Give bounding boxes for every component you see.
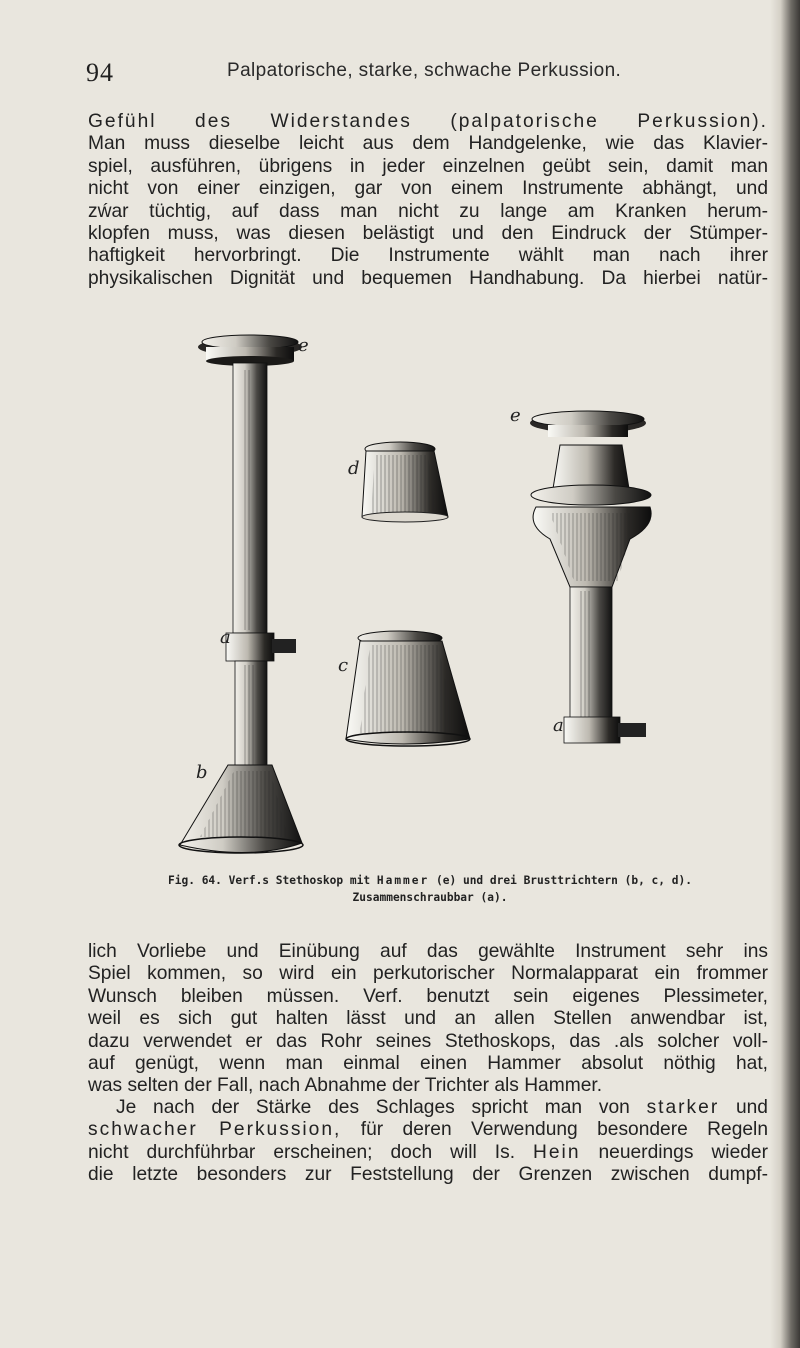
label-b: b bbox=[196, 762, 208, 783]
screw-joint-a bbox=[226, 633, 274, 661]
label-a-left: a bbox=[220, 627, 231, 648]
text-line: lich Vorliebe und Einübung auf das gewählte Instrument sehr ins bbox=[88, 941, 768, 962]
text-line: was selten der Fall, nach Abnahme der Trichter als Hammer. bbox=[88, 1075, 603, 1097]
text-line: physikalischen Dignität und bequemen Handhabung. Da hierbei natür- bbox=[88, 267, 768, 289]
text-line: Wunsch bleiben müssen. Verf. benutzt sein eigenes Plessimeter, bbox=[88, 985, 768, 1007]
text-run: und bbox=[735, 1097, 768, 1118]
text-line: haftigkeit hervorbringt. Die Instrumente wählt man nach ihrer bbox=[88, 245, 768, 267]
text-line: Spiel kommen, so wird ein perkutorischer Normalapparat ein frommer bbox=[88, 963, 768, 985]
paragraph-3 bbox=[88, 1097, 768, 1187]
page-header bbox=[86, 58, 766, 92]
text-line: Man muss dieselbe leicht aus dem Handgelenke, wie das Klavier- bbox=[88, 133, 768, 155]
text-line: Gefühl des Widerstandes (palpatorische Perkussion). bbox=[88, 111, 768, 132]
caption-text: Fig. 64. Verf.s Stethoskop mit bbox=[168, 874, 371, 887]
label-e-right: e bbox=[510, 405, 521, 426]
caption-hammer: Hammer bbox=[376, 874, 430, 887]
text-line: klopfen muss, was diesen belästigt und den Eindruck der Stümper- bbox=[88, 223, 768, 245]
label-a-right: a bbox=[553, 715, 564, 736]
text-run: Je nach der Stärke des Schlages spricht man von bbox=[116, 1097, 630, 1118]
text-line: spiel, ausführen, übrigens in jeder einzelnen geübt sein, damit man bbox=[88, 155, 768, 177]
text-line bbox=[88, 1119, 768, 1141]
text-emphasis: starker bbox=[646, 1097, 720, 1118]
running-title: Palpatorische, starke, schwache Perkussion. bbox=[227, 60, 622, 81]
page-edge-shadow bbox=[770, 0, 800, 1348]
text-run: nicht durchführbar erscheinen; doch will Is. bbox=[88, 1141, 516, 1163]
label-e-left: e bbox=[298, 335, 309, 356]
chest-piece-d bbox=[362, 442, 448, 522]
text-run: neuerdings wieder bbox=[598, 1141, 768, 1163]
text-line: weil es sich gut halten lässt und an allen Stellen anwendbar ist, bbox=[88, 1008, 768, 1030]
stethoscope-right bbox=[530, 411, 651, 743]
stethoscope-figure bbox=[160, 325, 680, 865]
screw-joint-a-right bbox=[564, 717, 620, 743]
label-c: c bbox=[338, 655, 349, 676]
text-line: die letzte besonders zur Feststellung der Grenzen zwischen dumpf- bbox=[88, 1164, 768, 1186]
text-line: auf genügt, wenn man einmal einen Hammer absolut nöthig hat, bbox=[88, 1053, 768, 1075]
text-line: zẃar tüchtig, auf dass man nicht zu lange am Kranken herum- bbox=[88, 200, 768, 222]
page-number: 94 bbox=[86, 58, 114, 87]
caption-text: (e) und drei Brusttrichtern (b, c, d). bbox=[436, 874, 692, 887]
text-line: nicht von einer einzigen, gar von einem Instrumente abhängt, und bbox=[88, 178, 768, 200]
paragraph-1 bbox=[88, 111, 768, 290]
text-run: für deren Verwendung besondere Regeln bbox=[360, 1119, 768, 1141]
paragraph-2 bbox=[88, 941, 768, 1098]
caption-line-2: Zusammenschraubbar (a). bbox=[352, 891, 508, 904]
text-line bbox=[88, 1142, 768, 1164]
chest-piece-c bbox=[346, 631, 470, 746]
label-d: d bbox=[348, 458, 360, 479]
text-emphasis: Hein bbox=[533, 1141, 581, 1163]
text-line: dazu verwendet er das Rohr seines Stethoskops, das .als solcher voll- bbox=[88, 1030, 768, 1052]
text-line bbox=[88, 1097, 768, 1119]
caption-line-1 bbox=[100, 872, 760, 889]
text-emphasis: schwacher Perkussion, bbox=[88, 1119, 342, 1141]
figure-caption bbox=[100, 872, 760, 906]
